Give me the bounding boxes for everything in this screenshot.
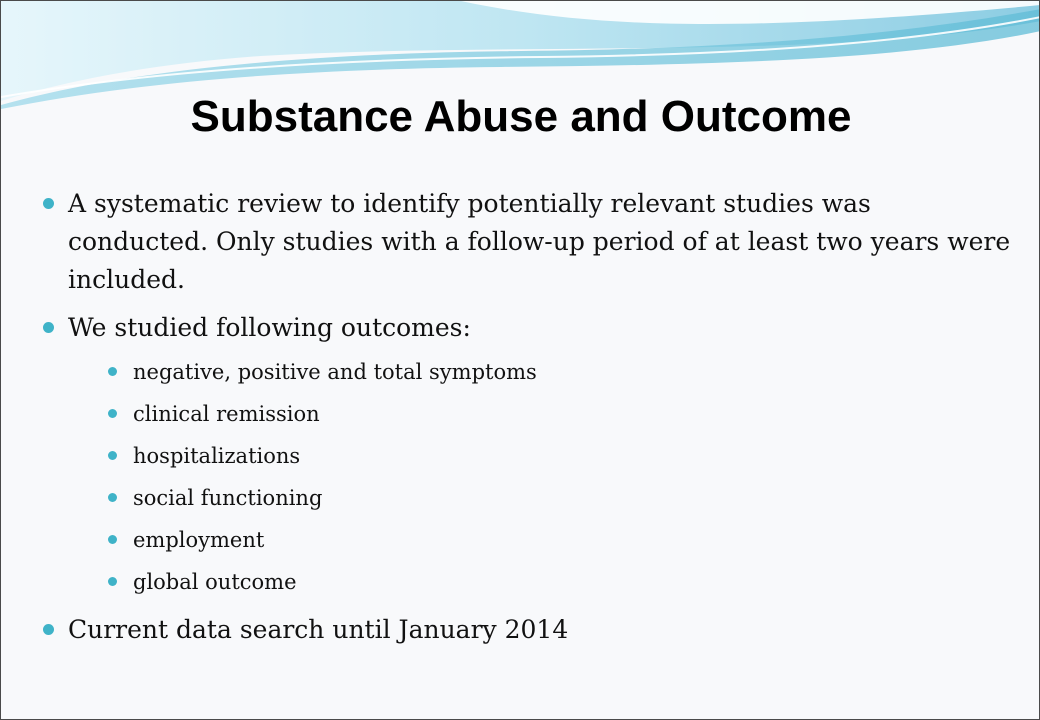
outcomes-sublist: [68, 351, 1016, 603]
sub-bullet-icon: [108, 493, 117, 502]
sub-bullet-text: hospitalizations: [133, 444, 301, 468]
sub-bullet-icon: [108, 535, 117, 544]
bullet-icon: [43, 198, 54, 209]
sub-bullet-item: [68, 519, 1016, 561]
sub-bullet-icon: [108, 577, 117, 586]
sub-bullet-text: social functioning: [133, 486, 323, 510]
sub-bullet-item: [68, 393, 1016, 435]
bullet-text: We studied following outcomes:: [68, 313, 471, 342]
sub-bullet-item: [68, 477, 1016, 519]
slide-body: [41, 185, 1016, 659]
slide-title: Substance Abuse and Outcome: [190, 92, 852, 141]
bullet-text: Current data search until January 2014: [68, 615, 569, 644]
sub-bullet-icon: [108, 367, 117, 376]
bullet-item: [41, 309, 1016, 603]
sub-bullet-item: [68, 351, 1016, 393]
sub-bullet-icon: [108, 409, 117, 418]
sub-bullet-text: negative, positive and total symptoms: [133, 360, 537, 384]
bullet-item: [41, 611, 1016, 649]
bullet-text: A systematic review to identify potentially relevant studies was conducted. Only studies with a follow-up period of at least two years were included.: [68, 189, 1011, 294]
sub-bullet-item: [68, 435, 1016, 477]
sub-bullet-icon: [108, 451, 117, 460]
sub-bullet-text: clinical remission: [133, 402, 320, 426]
bullet-icon: [43, 322, 54, 333]
bullet-list: [41, 185, 1016, 649]
sub-bullet-text: employment: [133, 528, 265, 552]
bullet-item: [41, 185, 1016, 299]
bullet-icon: [43, 624, 54, 635]
sub-bullet-text: global outcome: [133, 570, 297, 594]
sub-bullet-item: [68, 561, 1016, 603]
